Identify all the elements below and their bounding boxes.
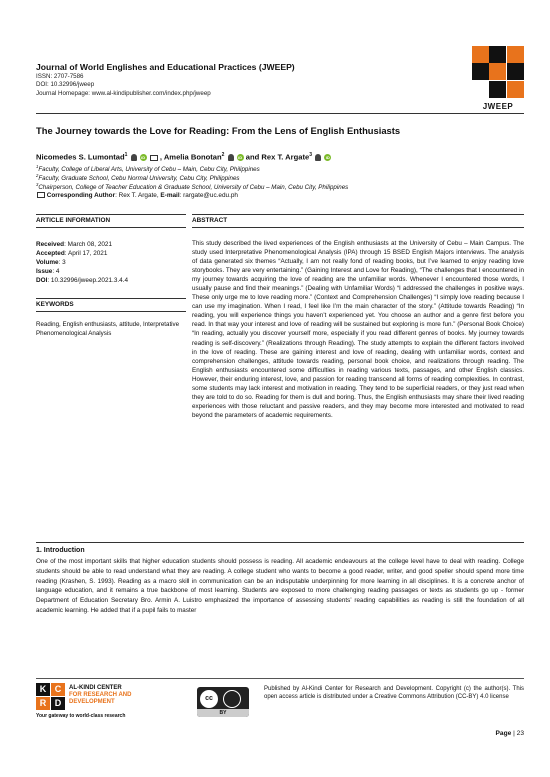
abstract-heading: ABSTRACT [192, 217, 228, 224]
info-top-rule [36, 214, 186, 215]
footer-divider [36, 678, 524, 679]
info-bottom-rule [36, 227, 186, 228]
introduction-heading: 1. Introduction [36, 547, 85, 554]
volume-row [36, 258, 128, 267]
corresponding-label: Corresponding Author [46, 192, 116, 199]
author-list [36, 152, 331, 162]
logo-text: JWEEP [482, 102, 514, 111]
corresponding-name: : Rex T. Argate, [115, 192, 161, 199]
issue-row [36, 267, 128, 276]
kcd-tagline: Your gateway to world-class research [36, 713, 126, 719]
journal-issn: ISSN: 2707-7586 [36, 73, 84, 80]
person-icon [315, 154, 321, 161]
author-sup: 2 [221, 152, 225, 158]
abstract-bottom-rule [192, 227, 524, 228]
journal-doi[interactable]: DOI: 10.32996/jweep [36, 81, 95, 89]
issue-label: Issue [36, 268, 53, 275]
article-info [36, 240, 128, 285]
introduction-text: One of the most important skills that higher education students should possess is reading. All academic endeavours at the college level have to deal with reading. College students should be able to read understand what they are reading. A college student who wants to become a good reader, writer, and good speller should spend more time reading (Krashen, S. 1993). Reading as a macro skill in communication can be an indisputable underpinning for more learning in all disciplines. It is a concrete anchor of language education, and it remains a true backbone of most learning. Students are exposed to more challenging reading passages or texts as students go up - former Department of Education Secretary Bro. Armin A. Luistro emphasized the importance of assessing students’ reading capabilities as reading is still the foundation of all academic learning. He added that if a pupil fails to master [36, 558, 524, 614]
accepted-value: : April 17, 2021 [64, 250, 108, 257]
received-label: Received [36, 241, 65, 248]
kcd-grid: K C R D [36, 683, 66, 711]
kcd-line: DEVELOPMENT [69, 698, 115, 705]
orcid-icon[interactable]: iD [141, 155, 146, 161]
doi-row [36, 276, 128, 285]
by-label: BY [197, 709, 249, 717]
page-value: | 23 [513, 730, 524, 737]
corresponding-email[interactable]: : rargate@uc.edu.ph [179, 192, 238, 199]
mail-icon [37, 192, 45, 198]
affiliation [36, 181, 516, 193]
author-sup: 3 [309, 152, 313, 158]
accepted-row [36, 249, 128, 258]
affiliation-text: Faculty, College of Liberal Arts, University of Cebu – Main, Cebu City, Philippines [38, 166, 260, 174]
email-label: E-mail [160, 192, 180, 199]
keywords-top-rule [36, 298, 186, 299]
mail-icon[interactable] [150, 155, 158, 161]
attribution-icon [223, 690, 241, 708]
logo-squares [472, 46, 524, 98]
received-value: : March 08, 2021 [64, 241, 113, 248]
journal-header [36, 62, 456, 98]
journal-logo [472, 46, 524, 111]
abstract-top-rule [192, 214, 524, 215]
received-row [36, 240, 128, 249]
cc-by-badge[interactable] [197, 687, 249, 717]
keywords-heading: KEYWORDS [36, 301, 74, 308]
abstract-text: This study described the lived experiences of the English enthusiasts at the University of Cebu – Main Campus. The study used Interpretative Phenomenological Analysis (IPA) through 15 BSED English Majors interviews. The analysis of data generated six themes “Actually, I am not really fond of reading books, but I’ve learned to enjoy reading love storybooks. They are very entertaining.” (Gaining Interest and Love for Reading), “The challenges that I encountered in my journey towards acquiring the love of reading are the unfamiliar words. Whenever I encountered those words, I usually pause and find their meanings.” (Dealing with Unfamiliar Words) “I addressed the challenges in positive ways. These only urge me to love reading more.” (Context and Comprehension Challenges) “I simply love reading because I can use my imagination. When I read, I feel like I’m the main character of the story.” (Attitude towards Reading) “In reading, you will experience things you haven’t experienced yet. You choose an author and a genre first before you read. In that way your interest and love of reading will be sustained but exploring is more fun.” (Personal Book Choice) “In reading, actually you discover yourself more, especially if you read different genres of books. My journey towards reading is self-discovery.” (Realizations through Reading). The study attempts to explain the different factors involved in the love of reading. These are gaining interest and love of reading, dealing with unfamiliar words, context and comprehension challenges, attitude towards reading, personal book choice, and realizations through reading. The English enthusiasts encountered some difficulties in reading various texts, passages, and other English classics. However, their enduring interest, love, and passion for reading transcend all forms of reading complexities. In contrast, some students may lack interest and motivation in reading. They tend to be superficial readers, or they just read when they are told to do so. Reading for them is dull and boring. Thus, the English enthusiasts may share their lived reading experiences with those reluctant and passive readers, and they may become more interested and motivated to read beyond the parameters of academic requirements. [192, 240, 524, 419]
author-name: and Rex T. Argate [245, 152, 310, 162]
abstract-end-rule [36, 542, 524, 543]
journal-homepage[interactable]: Journal Homepage: www.al-kindipublisher.com/index.php/jweep [36, 89, 211, 97]
volume-value: : 3 [58, 259, 66, 266]
affiliation-sup: 3 [36, 182, 39, 187]
keywords-text: Reading, English enthusiasts, attitude, Interpretative Phenomenological Analysis [36, 321, 180, 337]
issue-value: : 4 [52, 268, 60, 275]
affiliation-sup: 2 [36, 173, 39, 178]
journal-title: Journal of World Englishes and Educational Practices (JWEEP) [36, 62, 295, 72]
affiliation-text: Faculty, Graduate School, Cebu Normal University, Cebu City, Philippines [38, 175, 240, 183]
article-title: The Journey towards the Love for Reading: From the Lens of English Enthusiasts [36, 125, 401, 136]
author-name: , Amelia Bonotan [159, 152, 222, 162]
publisher-notice: Published by Al-Kindi Center for Research and Development. Copyright (c) the author(s). This open access article is distributed under a Creative Commons Attribution (CC-BY) 4.0 license [264, 686, 524, 701]
doi-value[interactable]: : 10.32996/jweep.2021.3.4.4 [47, 277, 129, 284]
corresponding-author [36, 192, 238, 199]
page-number [496, 730, 525, 737]
page-label: Page [495, 730, 512, 737]
person-icon [131, 154, 137, 161]
author-name: Nicomedes S. Lumontad [36, 152, 125, 162]
keywords-bottom-rule [36, 311, 186, 312]
cc-icon: cc [200, 690, 218, 708]
affiliation-sup: 1 [36, 164, 39, 169]
kcd-name [69, 685, 131, 705]
author-sup: 1 [124, 152, 128, 158]
doi-label: DOI [36, 277, 48, 284]
affiliation-text: Chairperson, College of Teacher Education & Graduate School, University of Cebu – Main, Cebu City, Philippines [38, 184, 349, 192]
header-divider [36, 113, 524, 114]
article-info-heading: ARTICLE INFORMATION [36, 217, 111, 224]
person-icon [228, 154, 234, 161]
orcid-icon[interactable]: iD [238, 155, 243, 161]
orcid-icon[interactable]: iD [325, 155, 330, 161]
accepted-label: Accepted [36, 250, 65, 257]
volume-label: Volume [36, 259, 59, 266]
kcd-line: FOR RESEARCH AND [69, 691, 132, 698]
kcd-line: AL-KINDI CENTER [69, 685, 122, 691]
